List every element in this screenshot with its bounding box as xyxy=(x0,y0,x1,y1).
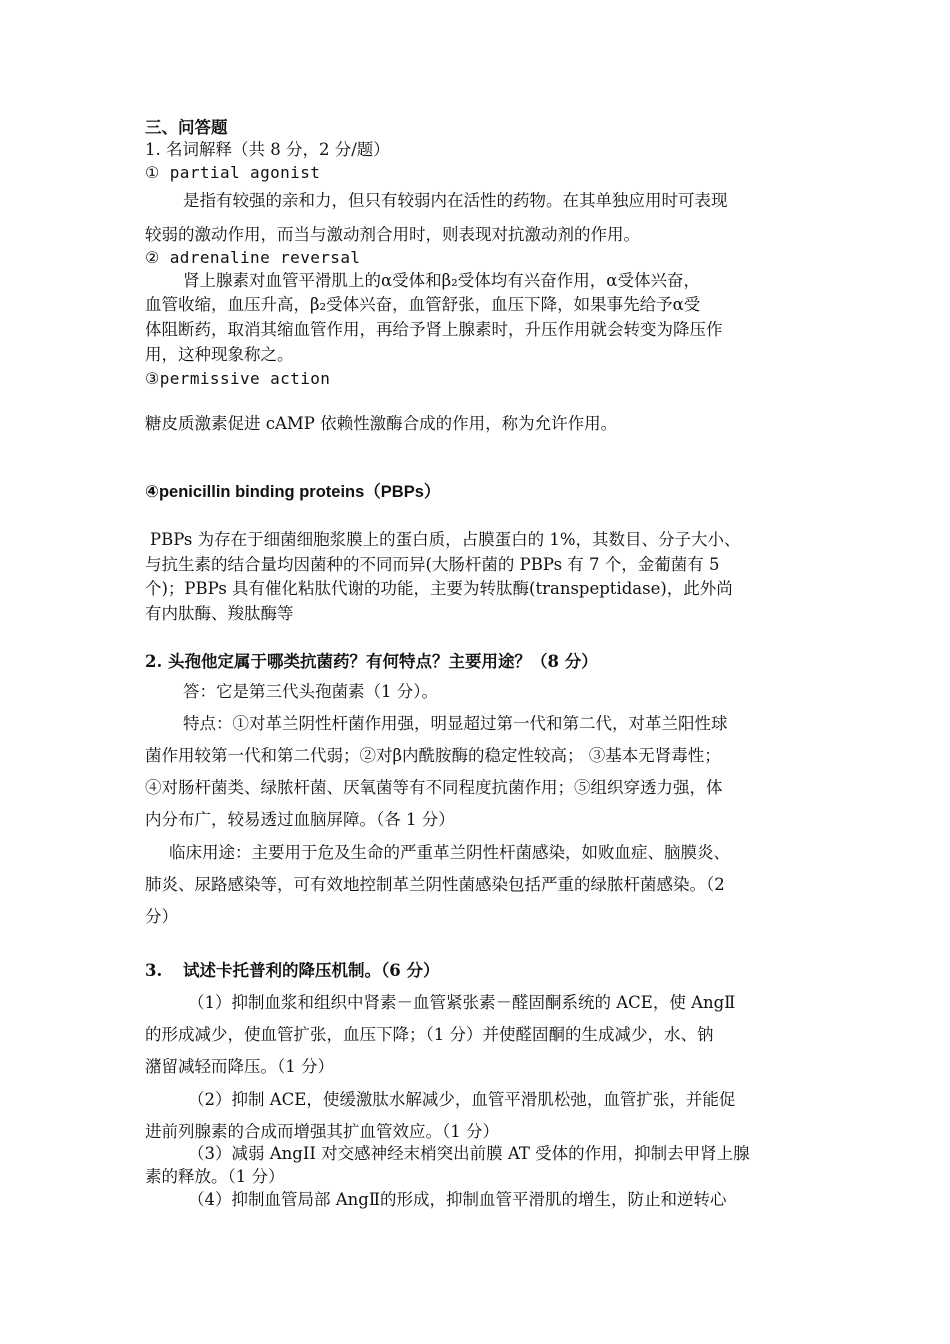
q1-heading: 1. 名词解释（共 8 分，2 分/题） xyxy=(145,140,390,159)
definition-line: 体阻断药，取消其缩血管作用，再给予肾上腺素时，升压作用就会转变为降压作 xyxy=(145,320,723,339)
q2-features-line: 内分布广，较易透过血脑屏障。（各 1 分） xyxy=(145,810,455,829)
q2-features-line: 特点：①对革兰阴性杆菌作用强，明显超过第一代和第二代，对革兰阳性球 xyxy=(183,714,728,733)
q3-mechanism-line: 进前列腺素的合成而增强其扩血管效应。（1 分） xyxy=(145,1122,499,1141)
q3-mechanism-line: 潴留减轻而降压。（1 分） xyxy=(145,1057,334,1076)
q3-mechanism-line: （2）抑制 ACE，使缓激肽水解减少，血管平滑肌松弛，血管扩张，并能促 xyxy=(188,1090,736,1109)
q2-heading: 2. 头孢他定属于哪类抗菌药？有何特点？主要用途？（8 分） xyxy=(145,652,598,671)
definition-line: 用，这种现象称之。 xyxy=(145,345,294,364)
q3-mechanism-line: 素的释放。（1 分） xyxy=(145,1167,285,1186)
q2-clinical-line: 临床用途：主要用于危及生命的严重革兰阴性杆菌感染，如败血症、脑膜炎、 xyxy=(169,843,730,862)
term-partial-agonist: ① partial agonist xyxy=(145,163,321,182)
definition-line: PBPs 为存在于细菌细胞浆膜上的蛋白质，占膜蛋白的 1%，其数目、分子大小、 xyxy=(150,530,741,549)
definition-line: 血管收缩，血压升高，β₂受体兴奋，血管舒张，血压下降，如果事先给予α受 xyxy=(145,295,701,314)
q2-features-line: 菌作用较第一代和第二代弱；②对β内酰胺酶的稳定性较高； ③基本无肾毒性； xyxy=(145,746,721,765)
q3-mechanism-line: （1）抑制血浆和组织中肾素－血管紧张素－醛固酮系统的 ACE，使 AngⅡ xyxy=(188,993,736,1012)
q3-mechanism-line: 的形成减少，使血管扩张，血压下降；（1 分）并使醛固酮的生成减少，水、钠 xyxy=(145,1025,714,1044)
term-penicillin-binding-proteins: ④penicillin binding proteins（PBPs） xyxy=(145,483,441,501)
definition-line: 较弱的激动作用，而当与激动剂合用时，则表现对抗激动剂的作用。 xyxy=(145,225,640,244)
definition-line: 糖皮质激素促进 cAMP 依赖性激酶合成的作用，称为允许作用。 xyxy=(145,414,618,433)
q3-mechanism-line: （3）减弱 AngII 对交感神经末梢突出前膜 AT 受体的作用，抑制去甲肾上腺 xyxy=(188,1144,750,1163)
q3-heading-number: 3. xyxy=(145,961,163,980)
q2-features-line: ④对肠杆菌类、绿脓杆菌、厌氧菌等有不同程度抗菌作用；⑤组织穿透力强，体 xyxy=(145,778,723,797)
definition-line: 个)；PBPs 具有催化粘肽代谢的功能，主要为转肽酶(transpeptidase)，此外尚 xyxy=(145,579,733,598)
definition-line: 有内肽酶、羧肽酶等 xyxy=(145,604,294,623)
definition-line: 与抗生素的结合量均因菌种的不同而异(大肠杆菌的 PBPs 有 7 个，金葡菌有 5 xyxy=(145,555,720,574)
q2-clinical-line: 肺炎、尿路感染等，可有效地控制革兰阴性菌感染包括严重的绿脓杆菌感染。（2 xyxy=(145,875,725,894)
term-permissive-action: ③permissive action xyxy=(145,369,331,388)
definition-line: 肾上腺素对血管平滑肌上的α受体和β₂受体均有兴奋作用，α受体兴奋， xyxy=(183,271,700,290)
q3-heading: 试述卡托普利的降压机制。（6 分） xyxy=(183,961,440,980)
section-title: 三、问答题 xyxy=(145,118,228,137)
term-adrenaline-reversal: ② adrenaline reversal xyxy=(145,248,361,267)
definition-line: 是指有较强的亲和力，但只有较弱内在活性的药物。在其单独应用时可表现 xyxy=(183,191,728,210)
q3-mechanism-line: （4）抑制血管局部 AngⅡ的形成，抑制血管平滑肌的增生，防止和逆转心 xyxy=(188,1190,727,1209)
q2-answer: 答：它是第三代头孢菌素（1 分）。 xyxy=(183,682,438,701)
q2-clinical-line: 分） xyxy=(145,907,178,926)
